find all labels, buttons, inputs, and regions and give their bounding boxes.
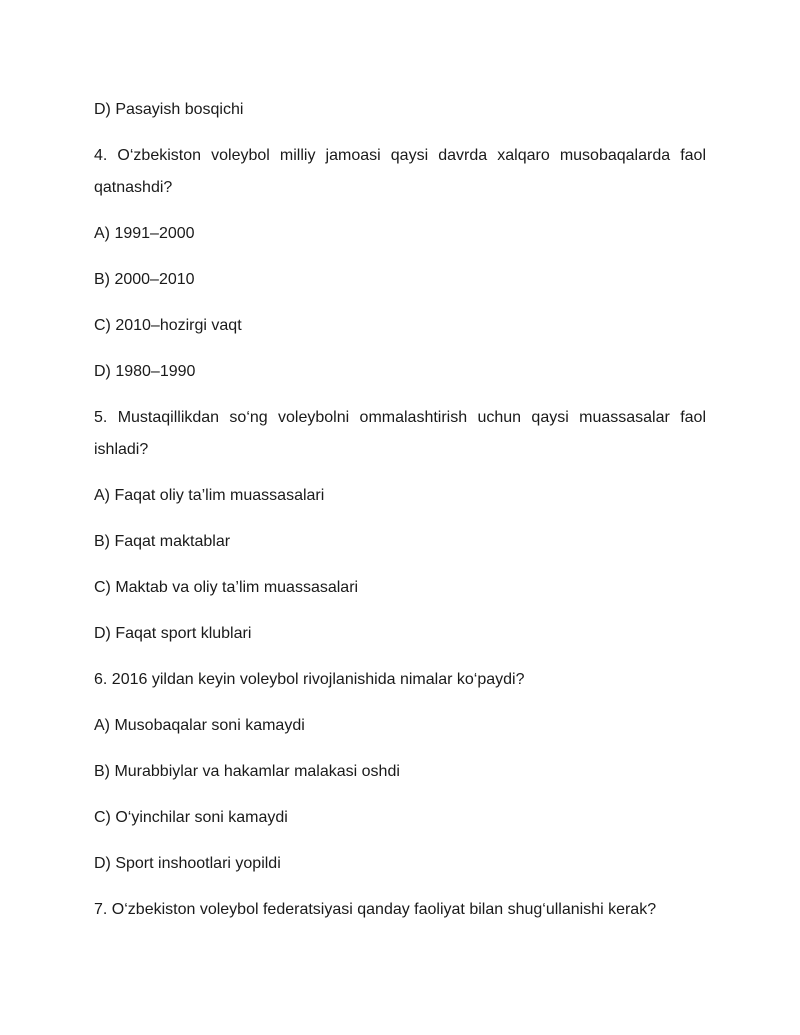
answer-option-q4-d: D) 1980–1990 [94,363,196,380]
answer-option-q6-a: A) Musobaqalar soni kamaydi [94,717,305,734]
answer-option-q6-b: B) Murabbiylar va hakamlar malakasi oshdi [94,763,400,780]
answer-option-q4-b: B) 2000–2010 [94,271,195,288]
answer-option-q4-c: C) 2010–hozirgi vaqt [94,317,242,334]
answer-option-q3-d: D) Pasayish bosqichi [94,101,244,118]
answer-option-q4-a: A) 1991–2000 [94,225,195,242]
answer-option-q5-b: B) Faqat maktablar [94,533,231,550]
question-6: 6. 2016 yildan keyin voleybol rivojlanishida nimalar ko‘paydi? [94,671,525,688]
answer-option-q6-d: D) Sport inshootlari yopildi [94,855,281,872]
answer-option-q5-c: C) Maktab va oliy ta’lim muassasalari [94,579,359,596]
document-body [94,94,706,926]
question-7: 7. O‘zbekiston voleybol federatsiyasi qanday faoliyat bilan shug‘ullanishi kerak? [94,901,657,918]
question-5: 5. Mustaqillikdan so‘ng voleybolni ommalashtirish uchun qaysi muassasalar faol ishladi? [94,409,706,458]
question-4: 4. O‘zbekiston voleybol milliy jamoasi qaysi davrda xalqaro musobaqalarda faol qatnashdi? [94,147,706,196]
answer-option-q5-a: A) Faqat oliy ta’lim muassasalari [94,487,325,504]
answer-option-q5-d: D) Faqat sport klublari [94,625,252,642]
answer-option-q6-c: C) O‘yinchilar soni kamaydi [94,809,288,826]
